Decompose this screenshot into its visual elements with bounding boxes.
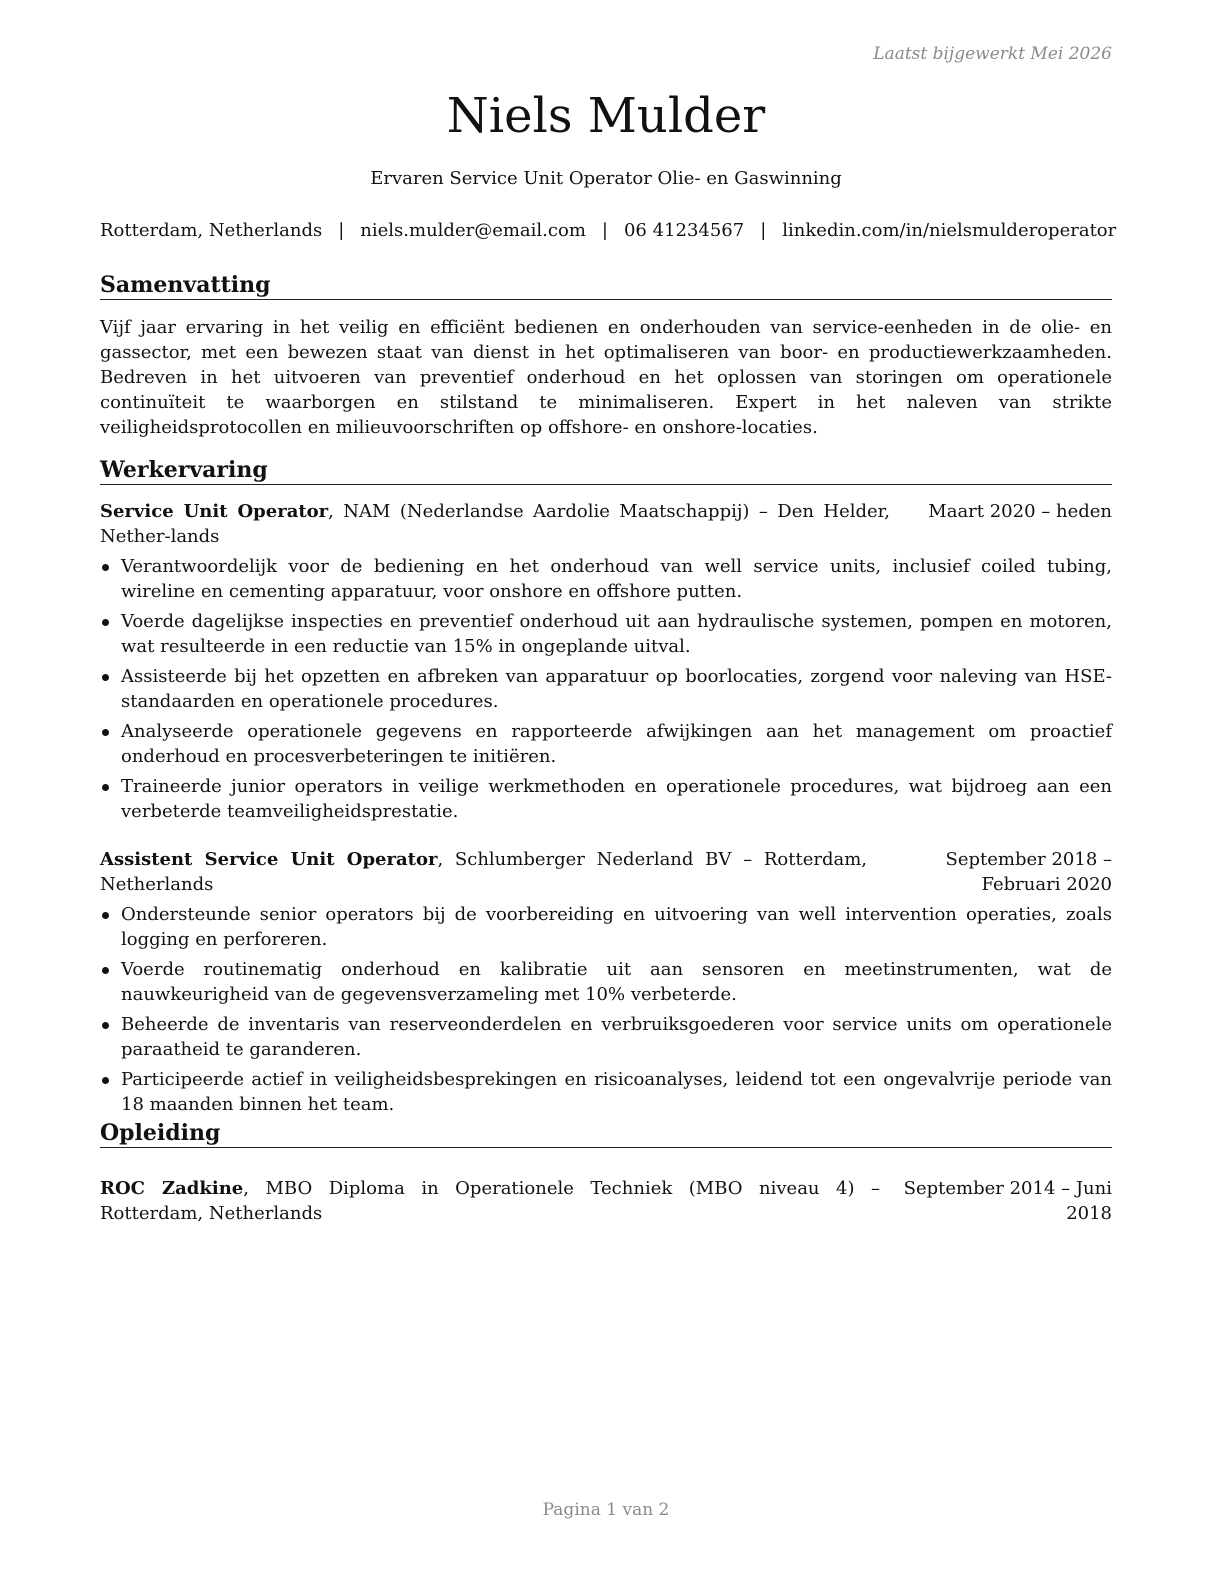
education-header (100, 1176, 1112, 1226)
list-item: Participeerde actief in veiligheidsbesprekingen en risicoanalyses, leidend tot een ongevalvrije periode van 18 maanden binnen het team. (100, 1067, 1112, 1117)
job-role: Service Unit Operator (100, 501, 329, 522)
list-item: Voerde dagelijkse inspecties en preventief onderhoud uit aan hydraulische systemen, pompen en motoren, wat resulteerde in een reductie van 15% in ongeplande uitval. (100, 609, 1112, 659)
section-title-education: Opleiding (100, 1120, 1112, 1148)
list-item: Beheerde de inventaris van reserveonderdelen en verbruiksgoederen voor service units om operationele paraatheid te garanderen. (100, 1012, 1112, 1062)
bullet-icon (102, 729, 109, 736)
bullet-icon (102, 912, 109, 919)
resume-page (100, 0, 1117, 1584)
contact-location: Rotterdam, Netherlands (100, 220, 323, 241)
bullet-icon (102, 674, 109, 681)
job-bullets (100, 902, 1112, 1122)
contact-linkedin[interactable]: linkedin.com/in/nielsmulderoperator (782, 220, 1117, 241)
school-name: ROC Zadkine (100, 1178, 244, 1199)
list-item: Analyseerde operationele gegevens en rapporteerde afwijkingen aan het management om proactief onderhoud en procesverbeteringen te initiëren. (100, 719, 1112, 769)
job-dates: Maart 2020 – heden (928, 501, 1112, 522)
last-updated: Laatst bijgewerkt Mei 2026 (873, 44, 1112, 64)
job-details: , NAM (Nederlandse Aardolie Maatschappij) – Den Helder, Nether-lands (100, 501, 891, 547)
job-role: Assistent Service Unit Operator (100, 849, 438, 870)
bullet-icon (102, 564, 109, 571)
contact-separator: | (338, 220, 345, 241)
contact-line (100, 219, 1117, 243)
bullet-icon (102, 619, 109, 626)
list-item: Voerde routinematig onderhoud en kalibratie uit aan sensoren en meetinstrumenten, wat de nauwkeurigheid van de gegevensverzameling met 10% verbeterde. (100, 957, 1112, 1007)
bullet-icon (102, 784, 109, 791)
headline: Ervaren Service Unit Operator Olie- en Gaswinning (370, 168, 842, 189)
contact-email[interactable]: niels.mulder@email.com (360, 220, 586, 241)
bullet-icon (102, 967, 109, 974)
education-dates: September 2014 – Juni 2018 (903, 1178, 1112, 1224)
page-number: Pagina 1 van 2 (542, 1500, 670, 1520)
list-item: Traineerde junior operators in veilige werkmethoden en operationele procedures, wat bijdroeg aan een verbeterde teamveiligheidsprestatie. (100, 774, 1112, 824)
list-item: Ondersteunde senior operators bij de voorbereiding en uitvoering van well intervention operaties, zoals logging en perforeren. (100, 902, 1112, 952)
candidate-name: Niels Mulder (446, 88, 766, 144)
contact-separator: | (760, 220, 767, 241)
contact-separator: | (601, 220, 608, 241)
section-title-experience: Werkervaring (100, 457, 1112, 485)
summary-text: Vijf jaar ervaring in het veilig en efficiënt bedienen en onderhouden van service-eenheden in de olie- en gassector, met een bewezen staat van dienst in het optimaliseren van boor- en productiewerkzaamheden. Bedreven in het uitvoeren van preventief onderhoud en het oplossen van storingen om operationele continuïteit te waarborgen en stilstand te minimaliseren. Expert in het naleven van strikte veiligheidsprotocollen en milieuvoorschriften op offshore- en onshore-locaties. (100, 317, 1112, 438)
education-details: , MBO Diploma in Operationele Techniek (MBO niveau 4) – Rotterdam, Netherlands (100, 1178, 880, 1224)
list-item: Verantwoordelijk voor de bediening en het onderhoud van well service units, inclusief coiled tubing, wireline en cementing apparatuur, voor onshore en offshore putten. (100, 554, 1112, 604)
bullet-icon (102, 1022, 109, 1029)
job-bullets (100, 554, 1112, 829)
list-item: Assisteerde bij het opzetten en afbreken van apparatuur op boorlocaties, zorgend voor naleving van HSE-standaarden en operationele procedures. (100, 664, 1112, 714)
job-header (100, 499, 1112, 549)
job-details: , Schlumberger Nederland BV – Rotterdam, Netherlands (100, 849, 868, 895)
bullet-icon (102, 1077, 109, 1084)
job-dates: September 2018 – Februari 2020 (945, 849, 1112, 895)
job-header (100, 847, 1112, 897)
section-title-summary: Samenvatting (100, 272, 1112, 300)
contact-phone: 06 41234567 (623, 220, 745, 241)
